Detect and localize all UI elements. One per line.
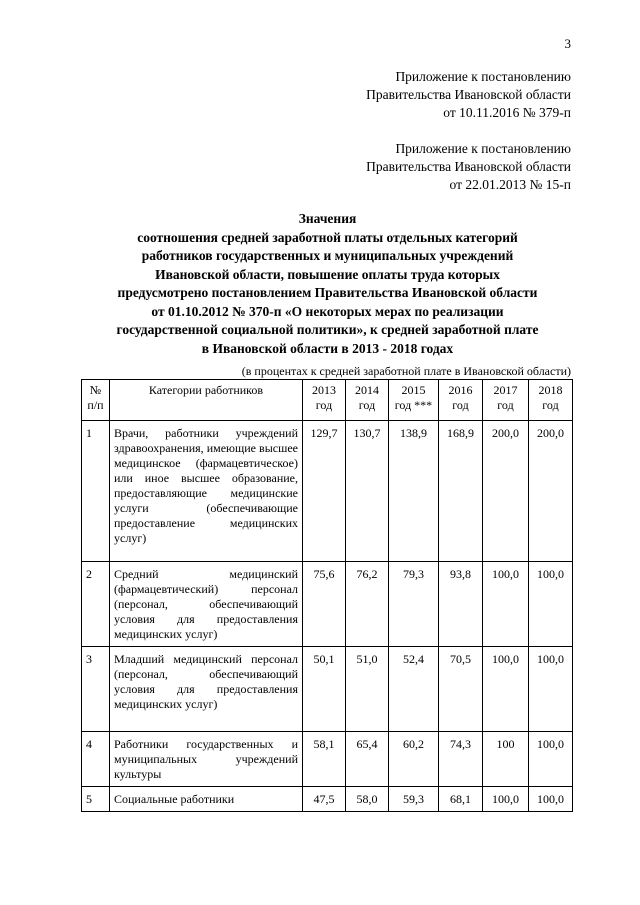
value-2013: 129,7 [303, 421, 346, 562]
header-num-line1: № [89, 383, 102, 397]
table-row [82, 421, 573, 562]
header-year-2013 [303, 380, 346, 421]
value-2016: 70,5 [439, 647, 483, 732]
header-year-label: 2014 [355, 383, 379, 397]
value-2016: 168,9 [439, 421, 483, 562]
value-2014: 51,0 [346, 647, 389, 732]
row-category: Врачи, работники учреждений здравоохранения, имеющие высшее медицинское (фармацевтическое) или иное высшее образование, предоставляющие медицинские услуги (обеспечивающие предоставление медицинских услуг) [110, 421, 303, 562]
appendix-note-2 [366, 140, 571, 194]
page-number: 3 [564, 36, 571, 51]
header-year-label: 2015 [401, 383, 426, 397]
header-year-label: 2017 [493, 383, 518, 397]
appendix-1-line2: Правительства Ивановской области [366, 87, 571, 102]
table-row [82, 787, 573, 812]
value-2013: 75,6 [303, 562, 346, 647]
title-line: работников государственных и муниципальных учреждений [141, 248, 514, 263]
value-2017: 100,0 [483, 787, 529, 812]
value-2017: 200,0 [483, 421, 529, 562]
value-2017: 100 [483, 732, 529, 787]
value-2015: 79,3 [389, 562, 439, 647]
value-2018: 200,0 [529, 421, 573, 562]
value-2014: 65,4 [346, 732, 389, 787]
title-line: Ивановской области, повышение оплаты труда которых [155, 266, 500, 282]
units-note: (в процентах к средней заработной плате в Ивановской области) [241, 364, 571, 378]
appendix-2-line2: Правительства Ивановской области [366, 159, 571, 174]
header-category [110, 380, 303, 421]
table-row [82, 562, 573, 647]
header-year-label: 2016 [448, 383, 473, 397]
row-number: 4 [82, 732, 110, 787]
header-num-line2: п/п [87, 398, 104, 412]
header-year-2015 [389, 380, 439, 421]
value-2018: 100,0 [529, 647, 573, 732]
appendix-note-1 [366, 68, 571, 122]
header-year-unit: год [358, 398, 376, 412]
row-category: Младший медицинский персонал (персонал, обеспечивающий условия для предоставления медицинских услуг) [110, 647, 303, 732]
header-category-label: Категории работников [148, 383, 264, 397]
row-number: 2 [82, 562, 110, 647]
header-year-unit: год *** [394, 398, 433, 412]
title-line: Значения [298, 211, 357, 226]
value-2013: 58,1 [303, 732, 346, 787]
header-year-label: 2018 [538, 383, 563, 397]
salary-ratio-table [81, 379, 573, 812]
value-2018: 100,0 [529, 732, 573, 787]
value-2016: 68,1 [439, 787, 483, 812]
appendix-1-line1: Приложение к постановлению [395, 69, 571, 84]
value-2018: 100,0 [529, 787, 573, 812]
row-category: Средний медицинский (фармацевтический) персонал (персонал, обеспечивающий условия для предоставления медицинских услуг) [110, 562, 303, 647]
header-year-2014 [346, 380, 389, 421]
title-line: в Ивановской области в 2013 - 2018 годах [201, 340, 454, 356]
row-number: 1 [82, 421, 110, 562]
table-row [82, 732, 573, 787]
header-year-label: 2013 [312, 383, 336, 397]
document-title [60, 210, 595, 358]
row-category: Социальные работники [110, 787, 303, 812]
value-2015: 59,3 [389, 787, 439, 812]
value-2015: 52,4 [389, 647, 439, 732]
appendix-2-line1: Приложение к постановлению [395, 141, 571, 156]
header-year-2016 [439, 380, 483, 421]
title-line: соотношения средней заработной платы отдельных категорий [137, 229, 518, 245]
header-year-unit: год [497, 398, 514, 412]
table-row [82, 647, 573, 732]
value-2016: 93,8 [439, 562, 483, 647]
value-2015: 60,2 [389, 732, 439, 787]
header-year-2018 [529, 380, 573, 421]
value-2014: 130,7 [346, 421, 389, 562]
value-2013: 47,5 [303, 787, 346, 812]
value-2016: 74,3 [439, 732, 483, 787]
value-2013: 50,1 [303, 647, 346, 732]
header-year-unit: год [315, 398, 333, 412]
title-line: государственной социальной политики», к средней заработной плате [116, 322, 539, 337]
value-2015: 138,9 [389, 421, 439, 562]
title-line: предусмотрено постановлением Правительства Ивановской области [117, 285, 538, 300]
value-2014: 76,2 [346, 562, 389, 647]
value-2014: 58,0 [346, 787, 389, 812]
title-line: от 01.10.2012 № 370-п «О некоторых мерах по реализации [151, 303, 504, 319]
table-header-row [82, 380, 573, 421]
appendix-2-line3: от 22.01.2013 № 15-п [449, 177, 571, 192]
header-num [82, 380, 110, 421]
value-2018: 100,0 [529, 562, 573, 647]
row-category: Работники государственных и муниципальных учреждений культуры [110, 732, 303, 787]
header-year-unit: год [452, 398, 469, 412]
value-2017: 100,0 [483, 562, 529, 647]
value-2017: 100,0 [483, 647, 529, 732]
header-year-unit: год [542, 398, 559, 412]
header-year-2017 [483, 380, 529, 421]
appendix-1-line3: от 10.11.2016 № 379-п [443, 105, 571, 120]
row-number: 5 [82, 787, 110, 812]
row-number: 3 [82, 647, 110, 732]
